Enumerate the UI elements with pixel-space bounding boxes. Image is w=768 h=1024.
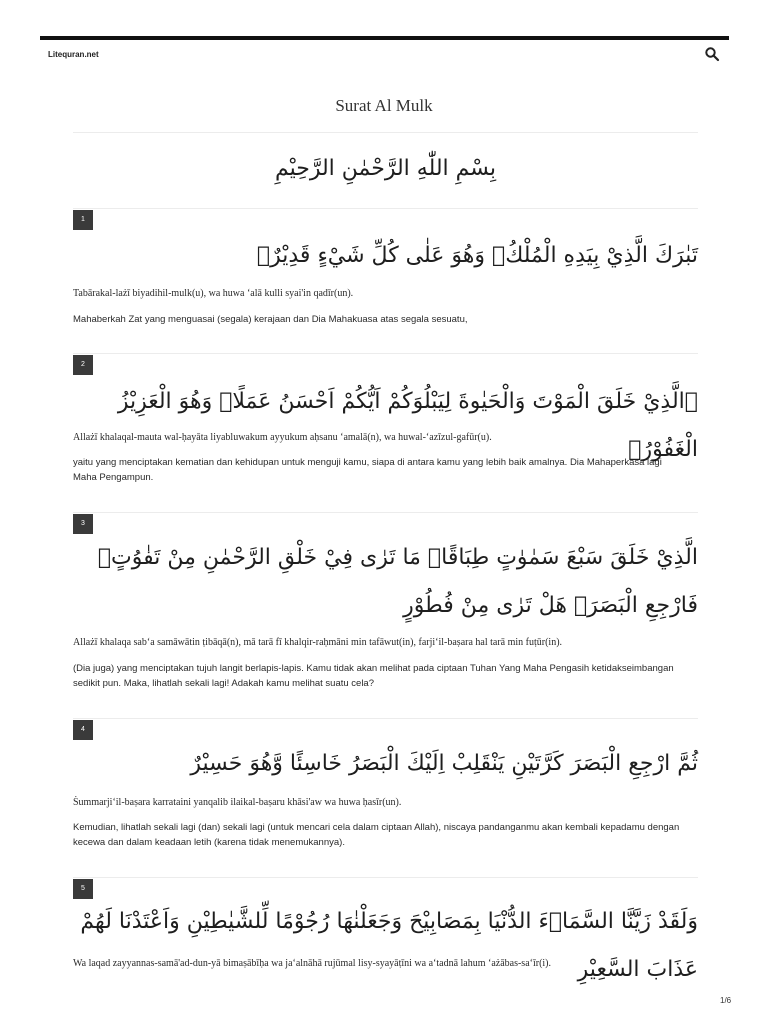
verse-arabic: وَلَقَدْ زَيَّنَّا السَّمَاۤءَ الدُّنْيَا بِمَصَابِيْحَ وَجَعَلْنٰهَا رُجُوْمًا لِّلشَّيٰطِيْنِ وَاَعْتَدْنَا لَهُمْ عَذَابَ السَّعِيْرِ: [80, 909, 698, 982]
verse-translation: Mahaberkah Zat yang menguasai (segala) kerajaan dan Dia Mahakuasa atas segala sesuatu,: [73, 314, 468, 325]
verse-number-badge: 3: [73, 514, 93, 534]
divider: [73, 132, 698, 133]
verse-transliteration: Wa laqad zayyannas-samā'ad-dun-yā bimaṣābīḥa wa ja‘alnāhā rujūmal lisy-syayāṭīni wa a‘tadnā lahum ‘ażābas-sa‘īr(i).: [73, 958, 552, 969]
verse-translation: Kemudian, lihatlah sekali lagi (dan) sekali lagi (untuk mencari cela dalam ciptaan Allah), niscaya pandanganmu akan kembali kepadamu dengan kecewa dan dalam keadaan letih (karena tidak menemukannya).: [73, 822, 680, 848]
verse-arabic: ثُمَّ ارْجِعِ الْبَصَرَ كَرَّتَيْنِ يَنْقَلِبْ اِلَيْكَ الْبَصَرُ خَاسِئًا وَّهُوَ حَسِيْرٌ: [190, 751, 698, 776]
verse-transliteration: Allażī khalaqal-mauta wal-ḥayāta liyabluwakum ayyukum aḥsanu ‘amalā(n), wa huwal-‘azīzul-gafūr(u).: [73, 432, 492, 443]
verse-transliteration: Allażī khalaqa sab‘a samāwātin ṭibāqā(n), mā tarā fī khalqir-raḥmāni min tafāwut(in), farji‘il-baṣara hal tarā min fuṭūr(in).: [73, 637, 563, 648]
top-bar: [40, 36, 729, 40]
verse-arabic: تَبٰرَكَ الَّذِيْ بِيَدِهِ الْمُلْكُۖ وَهُوَ عَلٰى كُلِّ شَيْءٍ قَدِيْرٌۙ: [256, 243, 698, 268]
divider: [73, 718, 698, 719]
site-name[interactable]: Litequran.net: [48, 50, 99, 59]
search-icon[interactable]: [704, 46, 720, 62]
verse-transliteration: Tabārakal-lażī biyadihil-mulk(u), wa huwa ‘alā kulli syai'in qadīr(un).: [73, 288, 354, 299]
divider: [73, 877, 698, 878]
page-indicator: 1/6: [720, 996, 732, 1005]
divider: [73, 512, 698, 513]
divider: [73, 208, 698, 209]
verse-translation: yaitu yang menciptakan kematian dan kehidupan untuk menguji kamu, siapa di antara kamu yang lebih baik amalnya. Dia Mahaperkasa lagi Maha Pengampun.: [73, 457, 662, 483]
divider: [73, 353, 698, 354]
verse-number-badge: 1: [73, 210, 93, 230]
bismillah: بِسْمِ اللّٰهِ الرَّحْمٰنِ الرَّحِيْمِ: [274, 156, 497, 181]
verse-number-badge: 4: [73, 720, 93, 740]
page-title: Surat Al Mulk: [335, 96, 433, 115]
verse-number-badge: 5: [73, 879, 93, 899]
verse-number-badge: 2: [73, 355, 93, 375]
verse-arabic: ۨالَّذِيْ خَلَقَ الْمَوْتَ وَالْحَيٰوةَ لِيَبْلُوَكُمْ اَيُّكُمْ اَحْسَنُ عَمَلًاۗ وَهُوَ الْعَزِيْزُ الْغَفُوْرُۙ: [117, 389, 698, 462]
verse-arabic: الَّذِيْ خَلَقَ سَبْعَ سَمٰوٰتٍ طِبَاقًاۗ مَا تَرٰى فِيْ خَلْقِ الرَّحْمٰنِ مِنْ تَفٰوُتٍۗ فَارْجِعِ الْبَصَرَۙ هَلْ تَرٰى مِنْ فُطُوْرٍ: [97, 545, 698, 618]
verse-transliteration: Ṡummarji‘il-baṣara karrataini yanqalib ilaikal-baṣaru khāsi'aw wa huwa ḥasīr(un).: [73, 797, 402, 808]
verse-translation: (Dia juga) yang menciptakan tujuh langit berlapis-lapis. Kamu tidak akan melihat pada ciptaan Tuhan Yang Maha Pengasih ketidakseimbangan sedikit pun. Maka, lihatlah sekali lagi! Adakah kamu melihat suatu cela?: [73, 663, 674, 689]
